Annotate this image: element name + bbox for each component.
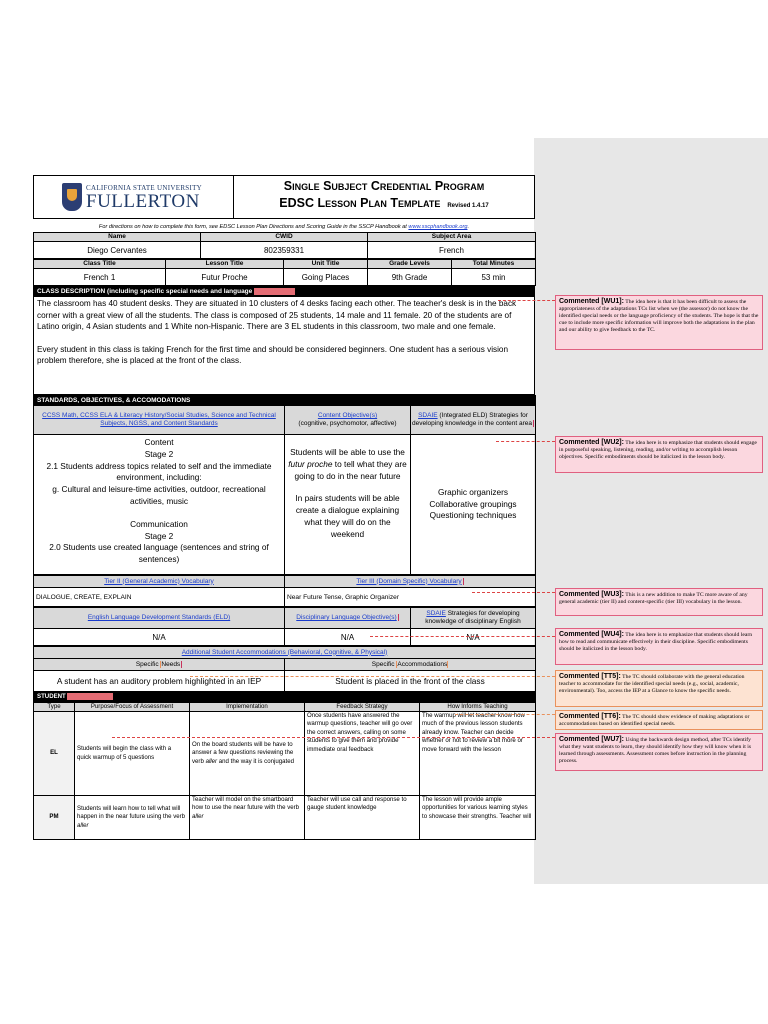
comment-wu1[interactable] [555, 295, 763, 350]
comment-text: The TC should collaborate with the general education teacher to accommodate for the identified special needs (e.g., social, academic, environmental). Too, access the IEP at a Glance to know the specific needs. [559, 674, 745, 694]
assessment-heading-a: STUDENT [37, 693, 66, 701]
row-type: PM [34, 796, 75, 840]
unit-title-label: Unit Title [284, 260, 368, 269]
tier2-value[interactable]: DIALOGUE, CREATE, EXPLAIN [34, 588, 285, 607]
class-description-body[interactable] [34, 297, 535, 395]
subject-area-label: Subject Area [368, 233, 536, 242]
cwid-label: CWID [201, 233, 368, 242]
class-description-heading-text: CLASS DESCRIPTION (including specific special needs and language [37, 288, 253, 295]
specific-need-value[interactable]: A student has an auditory problem highlighted in an IEP [34, 671, 285, 692]
heading-highlight: proficiency) [256, 288, 293, 295]
purpose-italic: aller [77, 821, 89, 829]
unit-title-value[interactable]: Going Places [284, 269, 368, 286]
description-paragraph-2: Every student in this class is taking French for the first time and should be considered beginners. One student has a serious vision problem therefore, she is placed at the front of the class. [37, 344, 509, 366]
impl-text-a: Teacher will model on the smartboard how to use the near future with the verb [192, 796, 300, 812]
class-title-value[interactable]: French 1 [34, 269, 166, 286]
row-type: EL [34, 712, 75, 796]
disciplinary-objectives-value[interactable]: N/A [285, 629, 411, 646]
sdaie-header-end: area [518, 420, 532, 427]
purpose-text: Students will learn how to tell what will happen in the near future using the verb [77, 804, 186, 821]
standards-table [33, 395, 536, 575]
lesson-title-label: Lesson Title [166, 260, 284, 269]
name-value[interactable]: Diego Cervantes [34, 242, 201, 259]
sdaie-disciplinary-header [411, 608, 536, 629]
disciplinary-objectives-link[interactable]: Disciplinary Language Objective(s) [296, 614, 397, 621]
objective-part-b: to tell what they are going to do in the near future [294, 458, 407, 481]
content-line: Communication [130, 518, 188, 529]
row-informs[interactable]: The lesson will provide ample opportunities for various learning styles to showcase their strengths. Teacher will [420, 796, 536, 840]
handbook-link[interactable]: www.sscphandbook.org [408, 224, 468, 230]
tier2-header [34, 576, 285, 588]
tier3-header [285, 576, 536, 588]
impl-text-a: On the board students will be have to answer a few questions reviewing the verb [192, 740, 294, 765]
tier2-link[interactable]: Tier II (General Academic) Vocabulary [104, 577, 214, 585]
impl-text-b: and the way it is conjugated [217, 757, 294, 765]
comment-connector [112, 737, 555, 738]
content-line: Content [144, 437, 174, 447]
content-line: Stage 2 [144, 530, 174, 541]
row-implementation[interactable] [190, 712, 305, 796]
comment-wu7[interactable] [555, 733, 763, 771]
content-standards-cell[interactable] [34, 435, 285, 575]
comment-author: Commented [TT5]: [559, 673, 621, 680]
table-row [34, 712, 536, 796]
lesson-title-value[interactable]: Futur Proche [166, 269, 284, 286]
eld-standards-value[interactable]: N/A [34, 629, 285, 646]
content-objectives-link[interactable]: Content Objective(s) [317, 412, 378, 419]
grade-levels-label: Grade Levels [368, 260, 452, 269]
impl-italic: aller [192, 812, 204, 820]
vocabulary-table [33, 575, 536, 607]
comment-connector [370, 636, 555, 637]
comment-wu4[interactable] [555, 628, 763, 665]
comment-wu3[interactable] [555, 588, 763, 616]
directions-note [33, 223, 535, 232]
comment-text: This is a new addition to make TC more aware of any general academic (tier II) and content-specific (tier III) vocabulary in the lesson. [559, 592, 748, 605]
comment-wu2[interactable] [555, 436, 763, 473]
col-header-feedback: Feedback Strategy [305, 703, 420, 712]
directions-text: For directions on how to complete this form, see EDSC Lesson Plan Directions and Scoring Guide in the SSCP Handbook at [98, 224, 409, 230]
tier3-link[interactable]: Tier III (Domain Specific) Vocabulary [356, 577, 462, 585]
comment-tt6[interactable] [555, 710, 763, 730]
disciplinary-objectives-header [285, 608, 411, 629]
lesson-plan-document [33, 175, 535, 840]
revised-date: Revised 1.4.17 [447, 203, 489, 209]
eld-table [33, 607, 536, 646]
subject-area-value[interactable]: French [368, 242, 536, 259]
row-feedback[interactable]: Once students have answered the warmup questions, teacher will go over the correct answers, calling on some students to give them and provide immediate oral feedback [305, 712, 420, 796]
cwid-value[interactable]: 802359331 [201, 242, 368, 259]
grade-levels-value[interactable]: 9th Grade [368, 269, 452, 286]
document-header [33, 175, 535, 219]
ccss-link[interactable]: CCSS Math, CCSS ELA & Literacy History/Social Studies, Science and Technical Subjects, NGSS, and Content Standards [42, 412, 276, 427]
content-line: g. Cultural and leisure-time activities, outdoor, recreational activities, music [52, 484, 266, 506]
content-line: Stage 2 [144, 448, 174, 459]
col-header-implementation: Implementation [190, 703, 305, 712]
specific-needs-header [34, 659, 285, 671]
comment-connector [455, 714, 555, 715]
university-seal-icon [62, 183, 82, 211]
university-top-text: CALIFORNIA STATE UNIVERSITY [86, 183, 203, 192]
info-table-1 [33, 232, 536, 259]
comment-tt5[interactable] [555, 670, 763, 707]
impl-italic: aller [205, 757, 218, 765]
info-table-2 [33, 259, 536, 286]
content-line: 2.1 Students address topics related to self and the immediate environment, including: [46, 460, 272, 483]
specific-accommodations-header [285, 659, 536, 671]
acc-label-a: Specific [371, 660, 397, 668]
objective-italic: futur proche [288, 458, 333, 469]
comment-text: The TC should show evidence of making adaptations or accommodations based on identified special needs. [559, 714, 750, 727]
strategy-item: Graphic organizers [437, 486, 509, 497]
col-header-type: Type [34, 703, 75, 712]
tier3-value[interactable]: Near Future Tense, Graphic Organizer [285, 588, 536, 607]
sdaie-disciplinary-value[interactable]: N/A [411, 629, 536, 646]
name-label: Name [34, 233, 201, 242]
objective-dialogue: In pairs students will be able create a dialogue explaining what they will do on the weekend [295, 493, 400, 539]
university-logo [34, 176, 234, 218]
needs-label-b: Needs [161, 660, 181, 668]
comment-text: The idea here is to emphasize that students should learn how to read and communicate effectively in their discipline. Specific embodiments should be italicized in the lesson body. [559, 632, 753, 652]
needs-label-a: Specific [135, 660, 161, 668]
comment-connector [496, 441, 555, 442]
comment-author: Commented [WU7]: [559, 736, 624, 743]
comment-author: Commented [WU1]: [559, 298, 624, 305]
comment-author: Commented [TT6]: [559, 713, 621, 720]
row-implementation[interactable] [190, 796, 305, 840]
eld-standards-link[interactable]: English Language Development Standards (ELD) [87, 614, 231, 621]
comment-author: Commented [WU4]: [559, 631, 624, 638]
content-objectives-sub: (cognitive, psychomotor, affective) [298, 420, 397, 427]
comment-author: Commented [WU3]: [559, 591, 624, 598]
row-feedback[interactable]: Teacher will use call and response to gauge student knowledge [305, 796, 420, 840]
template-title: EDSC Lesson Plan Template [279, 196, 441, 210]
comment-connector [190, 676, 555, 677]
accommodations-table [33, 646, 536, 692]
sdaie-disciplinary-link[interactable]: SDAIE [426, 610, 446, 617]
accommodations-link[interactable]: Additional Student Accommodations (Behavioral, Cognitive, & Physical) [181, 648, 388, 656]
table-row [34, 796, 536, 840]
comment-gutter [534, 138, 768, 884]
sdaie-header-text: (Integrated ELD) Strategies for developing knowledge in the content [412, 412, 528, 427]
accommodations-header [34, 647, 536, 659]
col-header-purpose: Purpose/Focus of Assessment [75, 703, 190, 712]
row-informs[interactable]: The warmup will let teacher know how much of the previous lesson students already know. Teacher can decide whether or not to review a bit more or move forward with the lesson [420, 712, 536, 796]
sdaie-disciplinary-text: Strategies for developing knowledge of disciplinary English [425, 610, 521, 625]
row-purpose[interactable]: Students will begin the class with a quick warmup of 5 questions [75, 712, 190, 796]
title-box [234, 176, 534, 218]
comment-text: The idea here is that it has been difficult to assess the appropriateness of the adaptations TCs list when we (the assessor) do not know the identified special needs or the language proficiency of the students. The hope is that the cue to include more specific information will improve both the adaptations in the plan and our ability to give feedback to the TC. [559, 299, 759, 333]
col-header-informs: How Informs Teaching [420, 703, 536, 712]
comment-text: The idea here is to emphasize that students should engage in purposeful speaking, listening, reading, and/or writing to accomplish lesson objectives. Specific embodiments should be italicized in the lesson body. [559, 440, 757, 460]
objective-part-a: Students will be able to use the [290, 447, 405, 457]
sdaie-strategies-cell[interactable] [411, 435, 536, 575]
row-purpose[interactable] [75, 796, 190, 840]
standards-heading: STANDARDS, OBJECTIVES, & ACCOMODATIONS [34, 396, 536, 406]
comment-text: Using the backwards design method, after TCs identify what they want students to learn, they should identify how they will know when it is learned through assessments. Assessment comes before instruction in the planning process. [559, 737, 752, 764]
class-title-label: Class Title [34, 260, 166, 269]
class-description-table [33, 286, 535, 395]
directions-end: . [467, 224, 470, 230]
content-line: 2.0 Students use created language (sentences and string of sentences) [49, 542, 269, 565]
content-objectives-header [285, 406, 411, 435]
description-paragraph-1: The classroom has 40 student desks. They are situated in 10 clusters of 4 desks facing each other. The teacher's desk is in the back corner with a great view of all the students. The class is composed of 25 students, 14 male and 11 female. 20 of the students are of Latino origin, 4 Asian students and 1 White non-Hispanic. There are 3 EL students in this classroom, two male and one female. [37, 299, 517, 332]
content-objectives-cell[interactable] [285, 435, 411, 575]
comment-connector [498, 300, 555, 301]
sdaie-content-header [411, 406, 536, 435]
university-name: FULLERTON [86, 190, 200, 212]
class-description-heading [34, 287, 535, 297]
comment-author: Commented [WU2]: [559, 439, 624, 446]
strategy-item: Questioning techniques [429, 510, 517, 521]
total-minutes-label: Total Minutes [452, 260, 536, 269]
sdaie-link[interactable]: SDAIE [418, 412, 438, 419]
strategy-item: Collaborative groupings [429, 498, 517, 509]
assessment-heading [34, 693, 536, 703]
program-title: Single Subject Credential Program [283, 179, 485, 193]
acc-label-b: Accommodations [397, 660, 448, 668]
eld-standards-header [34, 608, 285, 629]
assessment-heading-b: ASSESSMENT [69, 693, 112, 701]
total-minutes-value[interactable]: 53 min [452, 269, 536, 286]
standards-column-header [34, 406, 285, 435]
specific-accommodation-value[interactable]: Student is placed in the front of the class [285, 671, 536, 692]
comment-connector [472, 592, 555, 593]
